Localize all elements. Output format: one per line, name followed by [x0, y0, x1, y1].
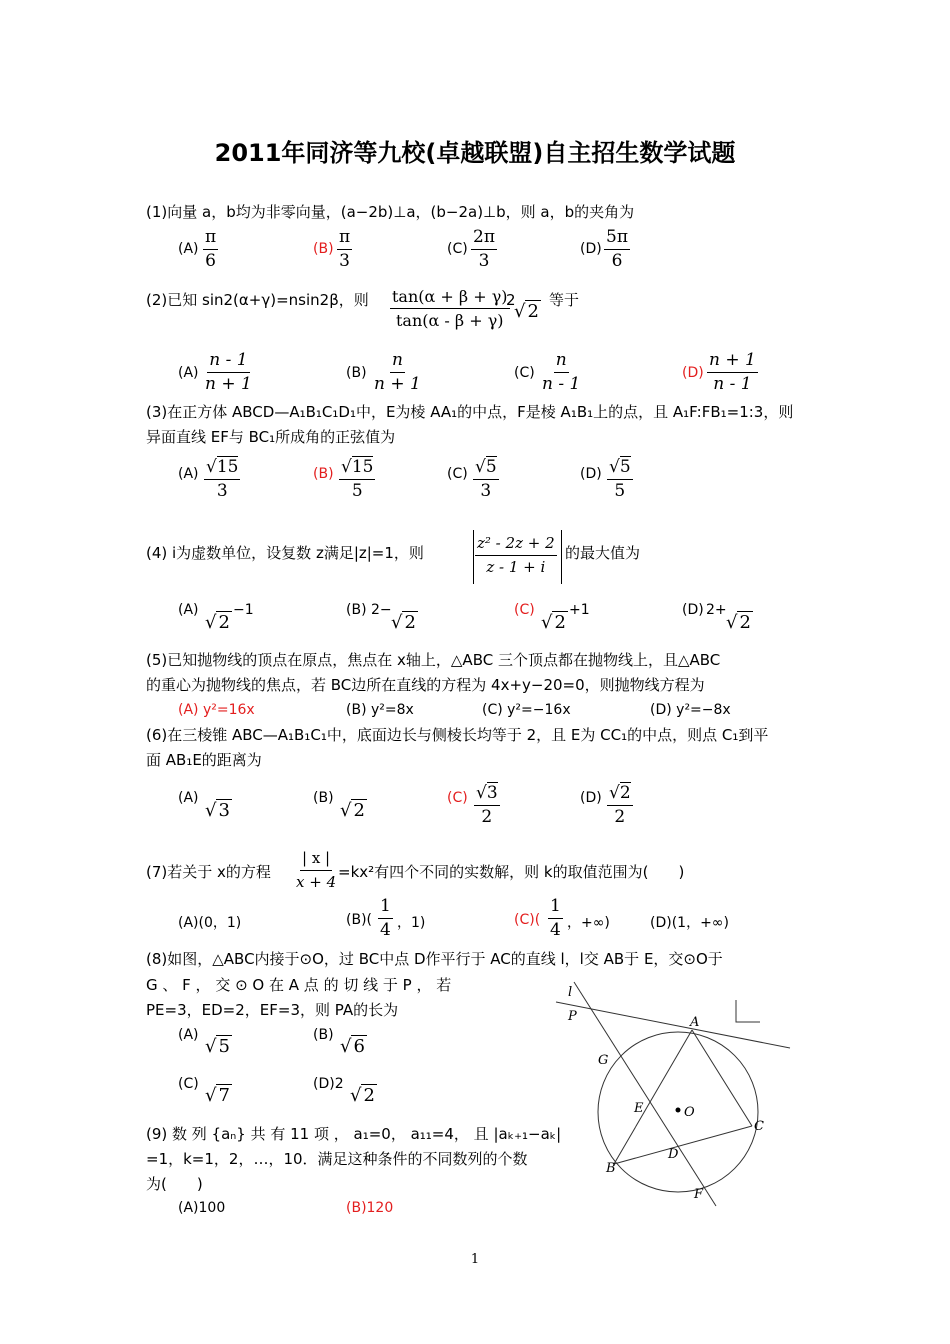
q7-option-b-label: (B)( — [346, 912, 372, 928]
q5-option-c: (C) y²=−16x — [482, 702, 571, 718]
q4-fraction: $\frac{\text{z² - 2z + 2}}{z - 1 + i}$ — [477, 534, 555, 576]
q2-option-a-fraction: $\frac{n - 1}{n + 1}$ — [205, 350, 252, 394]
q4-stem-post: 的最大值为 — [565, 544, 641, 562]
q3-option-c-label: (C) — [447, 466, 468, 482]
center-point — [676, 1108, 681, 1113]
label-p: P — [568, 1009, 577, 1024]
segment-ac — [692, 1030, 752, 1126]
q8-option-c-label: (C) — [178, 1076, 199, 1092]
q3-option-d-label: (D) — [580, 466, 602, 482]
q1-option-b-label: (B) — [313, 241, 334, 257]
q7-option-c-label: (C)( — [514, 912, 541, 928]
q8-option-a-label: (A) — [178, 1027, 199, 1043]
label-l: l — [568, 985, 573, 1000]
q6-option-c-label: (C) — [447, 790, 468, 806]
q4-option-b-sqrt: √ 2 — [391, 612, 416, 633]
q4-option-b-label: (B) — [346, 602, 367, 618]
q4-option-c-post: +1 — [569, 602, 590, 618]
label-e: E — [634, 1101, 644, 1116]
q3-option-b-fraction: $\frac{√15}{5}$ — [341, 457, 374, 501]
q7-option-b-fraction: $\frac{1}{4}$ — [380, 896, 391, 940]
q8-line1: (8)如图，△ABC内接于⊙O，过 BC中点 D作平行于 AC的直线 l，l交 AB于 E，交⊙O于 — [146, 950, 723, 968]
q5-option-d: (D) y²=−8x — [650, 702, 731, 718]
q4-option-d-sqrt: √ 2 — [726, 612, 751, 633]
q5-line2: 的重心为抛物线的焦点，若 BC边所在直线的方程为 4x+y−20=0，则抛物线方程为 — [146, 676, 705, 694]
label-g: G — [598, 1053, 609, 1068]
q8-option-b-sqrt: √ 6 — [340, 1036, 365, 1057]
q7-option-d: (D)(1，+∞) — [650, 915, 729, 931]
q5-option-b: (B) y²=8x — [346, 702, 414, 718]
q7-option-a: (A)(0，1) — [178, 915, 242, 931]
q9-option-a: (A)100 — [178, 1200, 226, 1216]
q2-stem: (2)已知 sin2(α+γ)=nsin2β，则 — [146, 291, 369, 309]
q3-option-a-fraction: $\frac{√15}{3}$ — [206, 457, 239, 501]
q8-option-d-label: (D)2 — [313, 1076, 344, 1092]
page-number: 1 — [470, 1252, 480, 1267]
page-title: 2011年同济等九校(卓越联盟)自主招生数学试题 — [214, 139, 736, 167]
q8-option-d-sqrt: √ 2 — [350, 1085, 375, 1106]
q8-line2: G 、 F ， 交 ⊙ O 在 A 点 的 切 线 于 P ， 若 — [146, 976, 452, 994]
q2-option-c-fraction: $\frac{n}{n - 1}$ — [542, 350, 581, 394]
q3-line1: (3)在正方体 ABCD—A₁B₁C₁D₁中，E为棱 AA₁的中点，F是棱 A₁B₁上的点，且 A₁F:FB₁=1:3，则 — [146, 403, 794, 421]
q9-line1: (9) 数 列 {aₙ} 共 有 11 项 ， a₁=0， a₁₁=4， 且 |aₖ₊₁−aₖ| — [146, 1125, 562, 1143]
q3-option-b-label: (B) — [313, 466, 334, 482]
q9-line2: =1，k=1，2，…，10．满足这种条件的不同数列的个数 — [146, 1150, 528, 1168]
q3-option-d-fraction: $\frac{√5}{5}$ — [609, 457, 631, 501]
label-d: D — [668, 1147, 679, 1162]
q3-line2: 异面直线 EF与 BC₁所成角的正弦值为 — [146, 428, 396, 446]
q6-option-b-label: (B) — [313, 790, 334, 806]
q7-option-c-fraction: $\frac{1}{4}$ — [550, 896, 561, 940]
q4-option-d-label: (D) — [682, 602, 704, 618]
q5-option-a: (A) y²=16x — [178, 702, 255, 718]
q6-option-b-sqrt: √ 2 — [340, 800, 365, 821]
q3-option-a-label: (A) — [178, 466, 199, 482]
q4-option-a-sqrt: √ 2 — [205, 612, 230, 633]
q4-option-a-post: −1 — [233, 602, 254, 618]
q8-option-c-sqrt: √ 7 — [205, 1085, 230, 1106]
q4-option-a-label: (A) — [178, 602, 199, 618]
q2-mid: 2 — [506, 291, 516, 309]
q6-option-a-label: (A) — [178, 790, 199, 806]
q1-option-a-label: (A) — [178, 241, 199, 257]
q8-option-a-sqrt: √ 5 — [205, 1036, 230, 1057]
q1-option-a-fraction: $\frac{\pi}{6}$ — [205, 227, 217, 271]
q7-option-b-post: ，1) — [397, 915, 426, 931]
q8-line3: PE=3，ED=2，EF=3，则 PA的长为 — [146, 1001, 399, 1019]
q2-sqrt: √ 2 — [514, 301, 539, 322]
q1-option-d-fraction: $\frac{5\pi}{6}$ — [606, 227, 628, 271]
q6-line1: (6)在三棱锥 ABC—A₁B₁C₁中，底面边长与侧棱长均等于 2，且 E为 CC₁的中点，则点 C₁到平 — [146, 726, 769, 744]
q9-line3: 为( ) — [146, 1175, 203, 1193]
q9-option-b: (B)120 — [346, 1200, 394, 1216]
label-c: C — [754, 1119, 764, 1134]
q4-option-b-pre: 2− — [371, 602, 392, 618]
label-a: A — [690, 1015, 700, 1030]
q2-stem-post: 等于 — [549, 291, 580, 309]
q6-option-d-label: (D) — [580, 790, 602, 806]
q4-option-c-sqrt: √ 2 — [541, 612, 566, 633]
segment-bc — [614, 1126, 752, 1164]
q1-option-d-label: (D) — [580, 241, 602, 257]
corner-mark — [736, 1000, 760, 1022]
q2-option-a-label: (A) — [178, 365, 199, 381]
q2-fraction: $\frac{\tan(\alpha + \beta + \gamma)}{\tan(\alpha - \beta + \gamma)}$ — [392, 287, 508, 330]
q1-stem: (1)向量 a，b均为非零向量，(a−2b)⊥a，(b−2a)⊥b，则 a，b的夹角为 — [146, 203, 635, 221]
q2-option-b-fraction: $\frac{n}{n + 1}$ — [374, 350, 421, 394]
q1-option-b-fraction: $\frac{\pi}{3}$ — [339, 227, 351, 271]
label-o: O — [684, 1105, 695, 1120]
q1-option-c-label: (C) — [447, 241, 468, 257]
q2-option-d-fraction: $\frac{n + 1}{n - 1}$ — [709, 350, 756, 394]
segment-ab — [614, 1030, 692, 1164]
q4-option-c-label: (C) — [514, 602, 535, 618]
q7-fraction: $\frac{| x |}{x + 4}$ — [296, 849, 337, 891]
q5-line1: (5)已知抛物线的顶点在原点，焦点在 x轴上，△ABC 三个顶点都在抛物线上，且△ABC — [146, 651, 721, 669]
q7-stem-post: =kx²有四个不同的实数解，则 k的取值范围为( ) — [338, 863, 685, 881]
q3-option-c-fraction: $\frac{√5}{3}$ — [475, 457, 497, 501]
q7-stem: (7)若关于 x的方程 — [146, 863, 271, 881]
geometry-figure — [550, 980, 810, 1220]
q6-line2: 面 AB₁E的距离为 — [146, 751, 262, 769]
q4-option-d-pre: 2+ — [706, 602, 727, 618]
q1-option-c-fraction: $\frac{2\pi}{3}$ — [473, 227, 495, 271]
q6-option-c-fraction: $\frac{√3}{2}$ — [476, 783, 498, 827]
q6-option-a-sqrt: √ 3 — [205, 800, 230, 821]
q2-option-b-label: (B) — [346, 365, 367, 381]
label-b: B — [606, 1161, 616, 1176]
q7-option-c-post: ，+∞) — [567, 915, 610, 931]
q2-option-c-label: (C) — [514, 365, 535, 381]
label-f: F — [694, 1187, 704, 1202]
q2-option-d-label: (D) — [682, 365, 704, 381]
q4-stem: (4) i为虚数单位，设复数 z满足|z|=1，则 — [146, 544, 424, 562]
q6-option-d-fraction: $\frac{√2}{2}$ — [609, 783, 631, 827]
q8-option-b-label: (B) — [313, 1027, 334, 1043]
